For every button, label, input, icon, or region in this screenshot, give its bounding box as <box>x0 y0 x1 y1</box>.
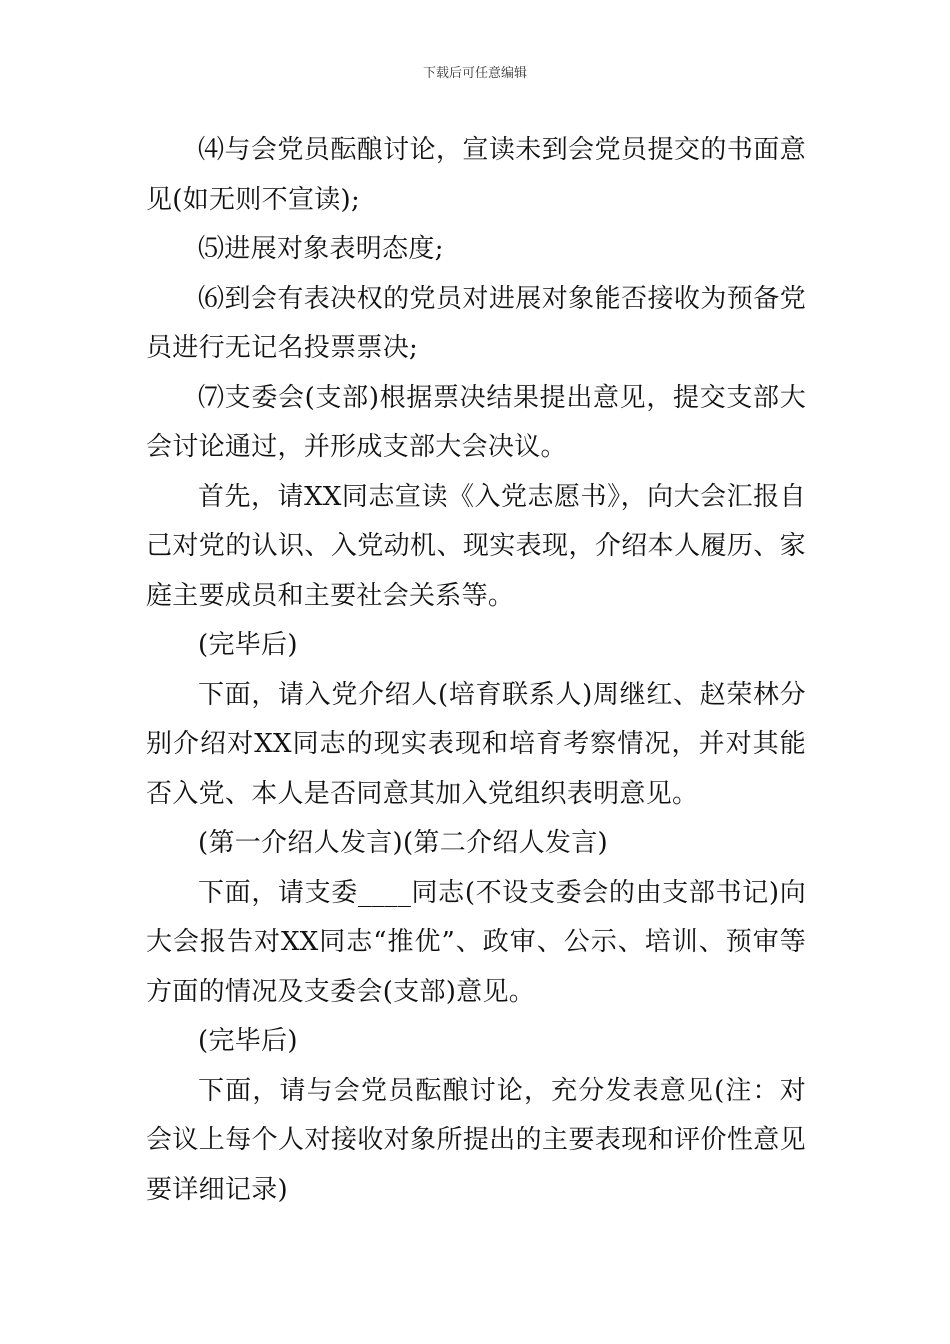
paragraph-after-2: (完毕后) <box>198 1026 298 1056</box>
paragraph-step-5: ⑸进展对象表明态度; <box>198 234 444 264</box>
paragraph-introducers: 下面，请入党介绍人(培育联系人)周继红、赵荣林分别介绍对XX同志的现实表现和培育考察情况，并对其能否入党、本人是否同意其加入党组织表明意见。 <box>146 679 806 809</box>
paragraph-introducer-speeches: (第一介绍人发言)(第二介绍人发言) <box>198 828 608 858</box>
paragraph-committee-report: 下面，请支委____同志(不设支委会的由支部书记)向大会报告对XX同志“推优”、政审、公示、培训、预审等方面的情况及支委会(支部)意见。 <box>146 877 806 1007</box>
paragraph-step-7: ⑺支委会(支部)根据票决结果提出意见，提交支部大会讨论通过，并形成支部大会决议。 <box>146 382 806 462</box>
paragraph-step-6: ⑹到会有表决权的党员对进展对象能否接收为预备党员进行无记名投票票决; <box>146 283 806 363</box>
paragraph-step-4: ⑷与会党员酝酿讨论，宣读未到会党员提交的书面意见(如无则不宣读); <box>146 135 806 215</box>
paragraph-discussion: 下面，请与会党员酝酿讨论，充分发表意见(注：对会议上每个人对接收对象所提出的主要表现和评价性意见要详细记录) <box>146 1075 806 1205</box>
paragraph-oath-reading: 首先，请XX同志宣读《入党志愿书》，向大会汇报自己对党的认识、入党动机、现实表现，介绍本人履历、家庭主要成员和主要社会关系等。 <box>146 481 806 611</box>
paragraph-after-1: (完毕后) <box>198 630 298 660</box>
document-body <box>146 126 806 1215</box>
page-header: 下载后可任意编辑 <box>422 66 527 81</box>
